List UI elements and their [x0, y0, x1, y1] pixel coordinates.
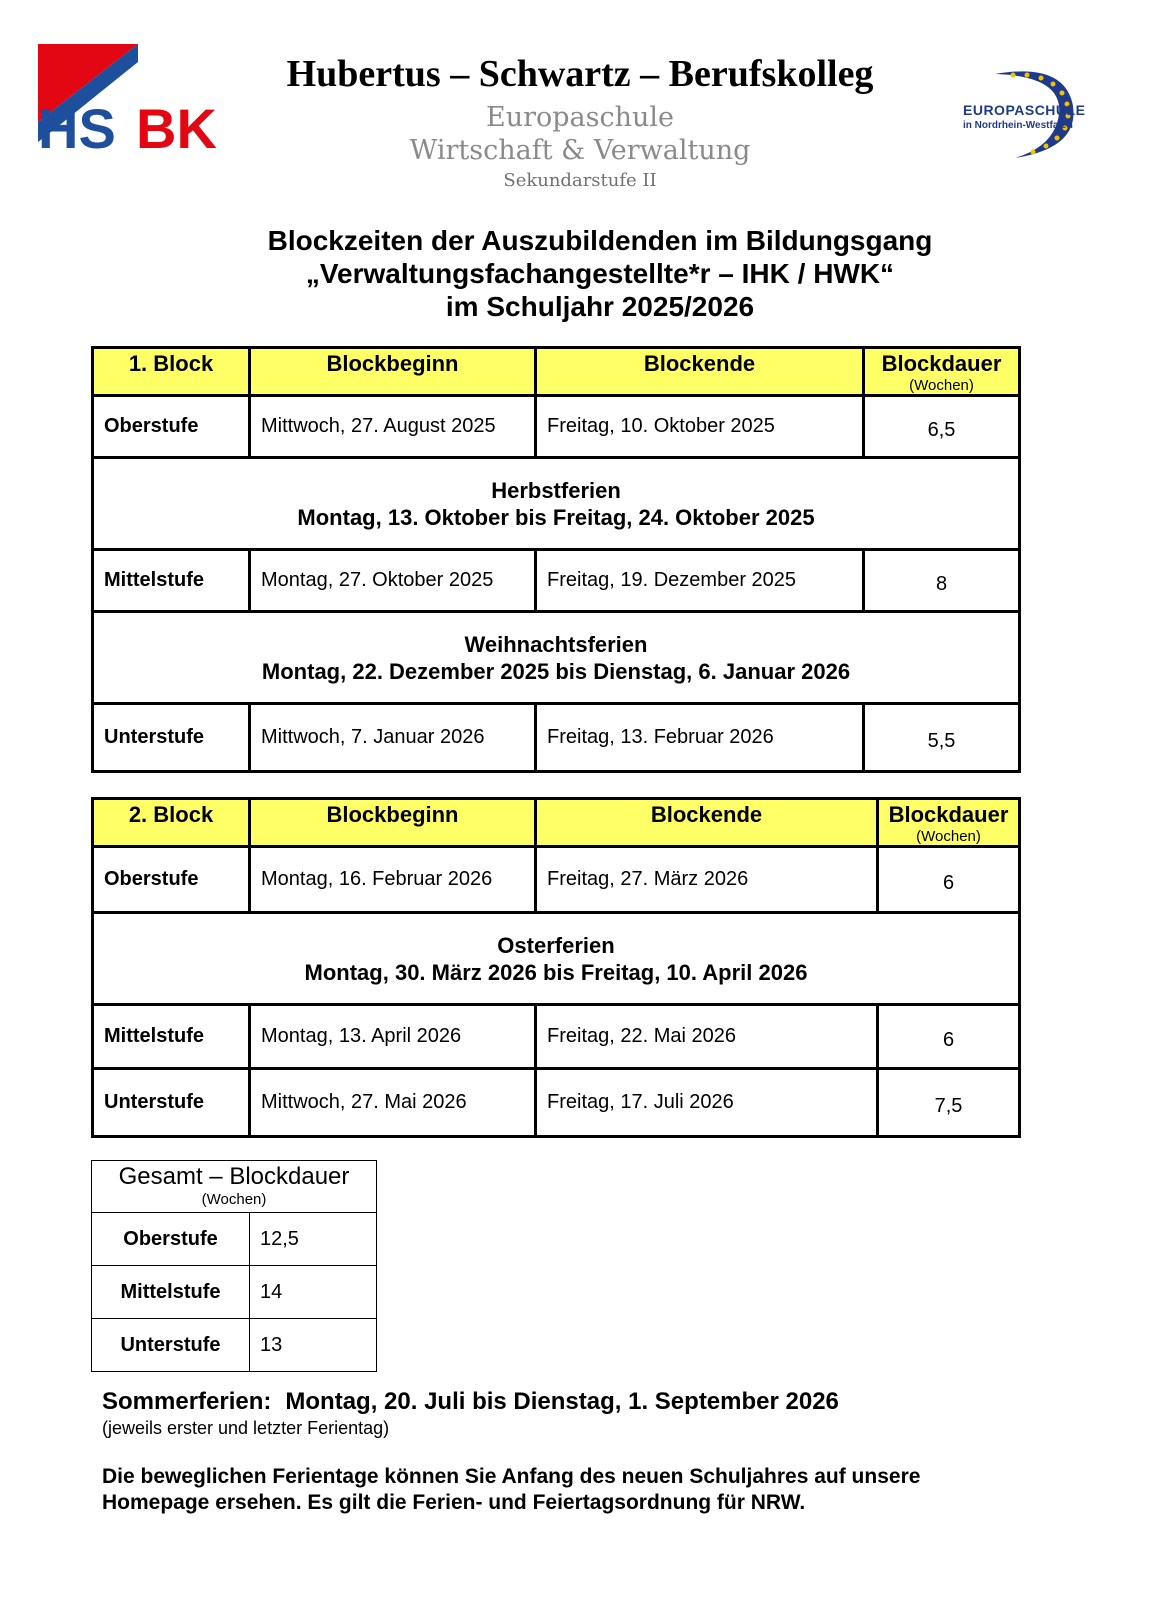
title-line-3: im Schuljahr 2025/2026: [445, 291, 755, 322]
totals-header-row: [92, 1161, 377, 1213]
totals-unit: (Wochen): [201, 1191, 267, 1208]
wochen-unit: (Wochen): [916, 828, 981, 845]
table-row: [93, 396, 1020, 458]
duration-cell: 6: [878, 847, 1020, 913]
duration-cell: 6: [878, 1005, 1020, 1069]
holiday-dates: Montag, 22. Dezember 2025 bis Dienstag, 6. Januar 2026: [261, 658, 851, 684]
level-cell: Unterstufe: [93, 1069, 250, 1137]
end-date-cell: Freitag, 27. März 2026: [536, 847, 878, 913]
table-header-row: [93, 348, 1020, 396]
totals-level-cell: Mittelstufe: [92, 1266, 250, 1319]
start-date-cell: Mittwoch, 7. Januar 2026: [250, 704, 536, 772]
table-row: [92, 1266, 377, 1319]
notice-line-2: Homepage ersehen. Es gilt die Ferien- und Feiertagsordnung für NRW.: [102, 1491, 806, 1514]
table-header-row: [93, 799, 1020, 847]
euro-logo-subtitle: in Nordrhein-Westfalen: [963, 120, 1073, 131]
logo-hs-text: HS: [38, 97, 116, 156]
totals-level-cell: Oberstufe: [92, 1213, 250, 1266]
blockdauer-header: [864, 348, 1020, 396]
totals-table: [91, 1160, 377, 1372]
table-row: [92, 1319, 377, 1372]
totals-weeks-cell: 12,5: [250, 1213, 377, 1266]
start-date-cell: Montag, 27. Oktober 2025: [250, 550, 536, 612]
wochen-unit: (Wochen): [909, 377, 974, 394]
subtitle-level: Sekundarstufe II: [503, 170, 657, 191]
holiday-cell: [93, 612, 1020, 704]
end-date-cell: Freitag, 19. Dezember 2025: [536, 550, 864, 612]
holiday-cell: [93, 458, 1020, 550]
summer-label: Sommerferien:: [102, 1388, 272, 1415]
school-name: Hubertus – Schwartz – Berufskolleg: [286, 53, 874, 95]
document-title: [200, 224, 1000, 323]
summer-holidays: [102, 1388, 839, 1416]
start-date-cell: Mittwoch, 27. August 2025: [250, 396, 536, 458]
table-row: [93, 1005, 1020, 1069]
end-date-cell: Freitag, 10. Oktober 2025: [536, 396, 864, 458]
holiday-name: Weihnachtsferien: [464, 631, 648, 657]
holiday-row: [93, 458, 1020, 550]
start-date-cell: Montag, 16. Februar 2026: [250, 847, 536, 913]
blockbeginn-header: Blockbeginn: [250, 348, 536, 396]
europaschule-logo: [955, 66, 1130, 166]
level-cell: Oberstufe: [93, 396, 250, 458]
holiday-cell: [93, 913, 1020, 1005]
logo-bk-text: BK: [136, 97, 217, 156]
duration-cell: 8: [864, 550, 1020, 612]
holiday-row: [93, 612, 1020, 704]
title-line-2: „Verwaltungsfachangestellte*r – IHK / HWK“: [305, 258, 895, 289]
block-label-header: 2. Block: [93, 799, 250, 847]
totals-header-cell: [92, 1161, 377, 1213]
totals-weeks-cell: 14: [250, 1266, 377, 1319]
duration-cell: 7,5: [878, 1069, 1020, 1137]
level-cell: Mittelstufe: [93, 550, 250, 612]
subtitle-europaschule: Europaschule: [485, 102, 674, 133]
end-date-cell: Freitag, 22. Mai 2026: [536, 1005, 878, 1069]
table-row: [93, 550, 1020, 612]
level-cell: Oberstufe: [93, 847, 250, 913]
totals-weeks-cell: 13: [250, 1319, 377, 1372]
holiday-name: Osterferien: [497, 932, 615, 958]
holiday-dates: Montag, 13. Oktober bis Freitag, 24. Oktober 2025: [297, 504, 815, 530]
holiday-dates: Montag, 30. März 2026 bis Freitag, 10. April 2026: [304, 959, 808, 985]
holiday-row: [93, 913, 1020, 1005]
table-row: [93, 704, 1020, 772]
level-cell: Unterstufe: [93, 704, 250, 772]
summer-dates: Montag, 20. Juli bis Dienstag, 1. September 2026: [285, 1388, 839, 1415]
table-row: [92, 1213, 377, 1266]
totals-level-cell: Unterstufe: [92, 1319, 250, 1372]
title-line-1: Blockzeiten der Auszubildenden im Bildungsgang: [267, 225, 933, 256]
totals-title: Gesamt – Blockdauer: [118, 1163, 350, 1190]
blockende-header: Blockende: [536, 348, 864, 396]
notice-line-1: Die beweglichen Ferientage können Sie Anfang des neuen Schuljahres auf unsere: [102, 1465, 921, 1488]
duration-cell: 5,5: [864, 704, 1020, 772]
notice-text: [102, 1464, 1102, 1516]
end-date-cell: Freitag, 13. Februar 2026: [536, 704, 864, 772]
blockdauer-label: Blockdauer: [881, 351, 1002, 376]
block-1-table: [91, 346, 1021, 773]
start-date-cell: Mittwoch, 27. Mai 2026: [250, 1069, 536, 1137]
block-label-header: 1. Block: [93, 348, 250, 396]
blockende-header: Blockende: [536, 799, 878, 847]
blockdauer-label: Blockdauer: [888, 802, 1009, 827]
table-row: [93, 847, 1020, 913]
duration-cell: 6,5: [864, 396, 1020, 458]
end-date-cell: Freitag, 17. Juli 2026: [536, 1069, 878, 1137]
subtitle-department: Wirtschaft & Verwaltung: [409, 135, 751, 166]
table-row: [93, 1069, 1020, 1137]
blockbeginn-header: Blockbeginn: [250, 799, 536, 847]
holiday-name: Herbstferien: [491, 477, 621, 503]
level-cell: Mittelstufe: [93, 1005, 250, 1069]
start-date-cell: Montag, 13. April 2026: [250, 1005, 536, 1069]
summer-note: (jeweils erster und letzter Ferientag): [102, 1418, 390, 1438]
blockdauer-header: [878, 799, 1020, 847]
block-2-table: [91, 797, 1021, 1138]
euro-logo-title: EUROPASCHULE: [963, 102, 1086, 118]
